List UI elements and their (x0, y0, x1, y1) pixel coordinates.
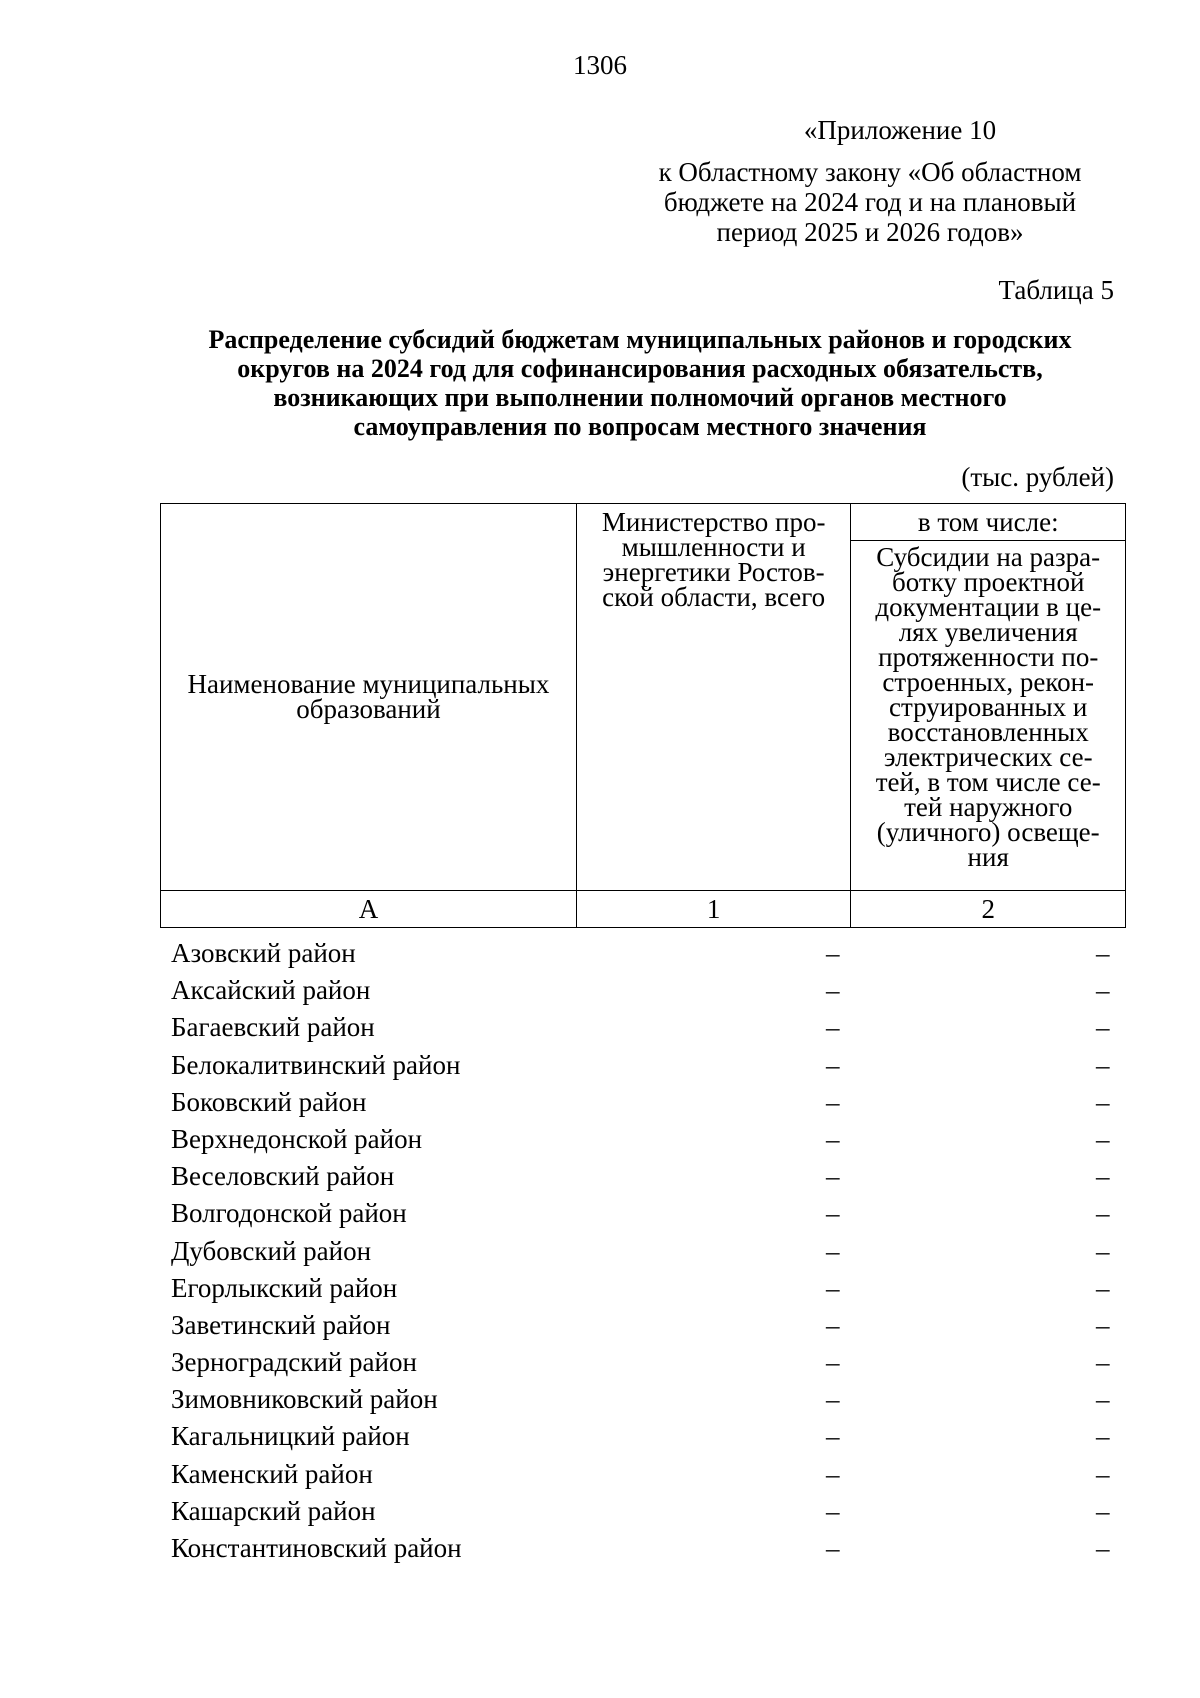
municipality-name: Дубовский район (171, 1235, 372, 1266)
table-number: Таблица 5 (998, 275, 1114, 305)
header-line: ния (967, 842, 1009, 872)
title-line: возникающих при выполнении полномочий органов местного (273, 383, 1007, 412)
header-line: электрических се- (883, 742, 1093, 772)
table-row (0, 1418, 1200, 1455)
header-line: (уличного) освеще- (876, 817, 1100, 847)
units-label: (тыс. рублей) (961, 462, 1114, 492)
municipality-name: Белокалитвинский район (171, 1049, 461, 1080)
municipality-name: Азовский район (171, 938, 356, 968)
total-value: – (826, 1049, 840, 1080)
table-row (0, 1381, 1200, 1418)
table-row (0, 1158, 1200, 1195)
total-value: – (826, 1235, 840, 1266)
table-row (0, 1530, 1200, 1567)
law-reference-line: период 2025 и 2026 годов» (716, 217, 1024, 247)
header-subsidy (851, 541, 1126, 891)
table-row (0, 1121, 1200, 1158)
municipality-name: Егорлыкский район (171, 1272, 398, 1303)
total-value: – (826, 1272, 840, 1303)
header-line: Министерство про- (601, 507, 826, 537)
subsidy-value: – (1096, 938, 1110, 968)
total-value: – (826, 1198, 840, 1229)
column-number: 1 (576, 891, 851, 928)
table-row (0, 1344, 1200, 1381)
municipality-name: Зимовниковский район (171, 1384, 438, 1415)
header-line: тей, в том числе се- (875, 767, 1101, 797)
law-reference-line: бюджете на 2024 год и на плановый (663, 187, 1077, 217)
subsidy-value: – (1096, 975, 1110, 1006)
table-row (0, 1009, 1200, 1046)
table-row (0, 1047, 1200, 1084)
title-line: округов на 2024 год для софинансирования расходных обязательств, (237, 354, 1043, 383)
header-including: в том числе: (851, 504, 1126, 541)
header-line: документации в це- (875, 592, 1102, 622)
header-ministry-total (576, 504, 851, 891)
municipality-name: Веселовский район (171, 1161, 395, 1192)
table-row (0, 1195, 1200, 1232)
header-line: Субсидии на разра- (876, 542, 1101, 572)
subsidy-value: – (1096, 1086, 1110, 1117)
municipality-name: Каменский район (171, 1458, 373, 1489)
header-line: лях увеличения (898, 617, 1078, 647)
municipality-name: Кашарский район (171, 1495, 376, 1526)
table-row (0, 1270, 1200, 1307)
subsidy-value: – (1096, 1235, 1110, 1266)
page-number: 1306 (573, 50, 627, 80)
header-line: струированных и (889, 692, 1088, 722)
municipality-name: Константиновский район (171, 1533, 462, 1563)
total-value: – (826, 1123, 840, 1154)
header-line: ботку проектной (892, 567, 1085, 597)
header-line: протяженности по- (878, 642, 1099, 672)
total-value: – (826, 1495, 840, 1526)
total-value: – (826, 1347, 840, 1378)
subsidy-value: – (1096, 1309, 1110, 1340)
municipality-name: Кагальницкий район (171, 1421, 410, 1452)
subsidy-value: – (1096, 1458, 1110, 1489)
subsidy-value: – (1096, 1012, 1110, 1043)
total-value: – (826, 1086, 840, 1117)
table-row (0, 1233, 1200, 1270)
table-row (0, 1493, 1200, 1530)
table-row (0, 1307, 1200, 1344)
subsidy-value: – (1096, 1384, 1110, 1415)
municipality-name: Зерноградский район (171, 1347, 417, 1378)
total-value: – (826, 1533, 840, 1563)
subsidy-value: – (1096, 1161, 1110, 1192)
total-value: – (826, 1309, 840, 1340)
total-value: – (826, 1458, 840, 1489)
column-numbers-row (161, 891, 1126, 928)
header-line: ской области, всего (602, 582, 826, 612)
total-value: – (826, 1384, 840, 1415)
subsidy-value: – (1096, 1495, 1110, 1526)
document-title (150, 325, 1130, 441)
municipality-name: Аксайский район (171, 975, 371, 1006)
table-row (0, 972, 1200, 1009)
municipality-name: Волгодонской район (171, 1198, 407, 1229)
subsidy-value: – (1096, 1198, 1110, 1229)
subsidy-value: – (1096, 1049, 1110, 1080)
subsidy-value: – (1096, 1421, 1110, 1452)
total-value: – (826, 1421, 840, 1452)
header-line: строенных, рекон- (882, 667, 1095, 697)
header-line: восстановленных (887, 717, 1089, 747)
header-line: мышленности и (621, 532, 806, 562)
municipality-name: Багаевский район (171, 1012, 375, 1043)
column-number: А (161, 891, 577, 928)
subsidy-value: – (1096, 1272, 1110, 1303)
total-value: – (826, 975, 840, 1006)
subsidy-value: – (1096, 1533, 1110, 1563)
total-value: – (826, 1161, 840, 1192)
law-reference (640, 157, 1100, 247)
title-line: самоуправления по вопросам местного значения (353, 412, 927, 441)
municipality-name: Боковский район (171, 1086, 367, 1117)
title-line: Распределение субсидий бюджетам муниципальных районов и городских (208, 325, 1072, 354)
column-number: 2 (851, 891, 1126, 928)
header-line: тей наружного (904, 792, 1073, 822)
municipality-name: Верхнедонской район (171, 1123, 423, 1154)
municipality-name: Заветинский район (171, 1309, 391, 1340)
table-row (0, 935, 1200, 972)
table-row (0, 1084, 1200, 1121)
subsidy-value: – (1096, 1123, 1110, 1154)
total-value: – (826, 1012, 840, 1043)
total-value: – (826, 938, 840, 968)
table-row (0, 1456, 1200, 1493)
law-reference-line: к Областному закону «Об областном (658, 157, 1082, 187)
table-body (0, 935, 1200, 1567)
subsidy-value: – (1096, 1347, 1110, 1378)
header-municipality: Наименование муниципальных образований (161, 504, 577, 891)
table-header (160, 503, 1126, 928)
header-line: энергетики Ростов- (602, 557, 825, 587)
appendix-label: «Приложение 10 (803, 115, 997, 145)
